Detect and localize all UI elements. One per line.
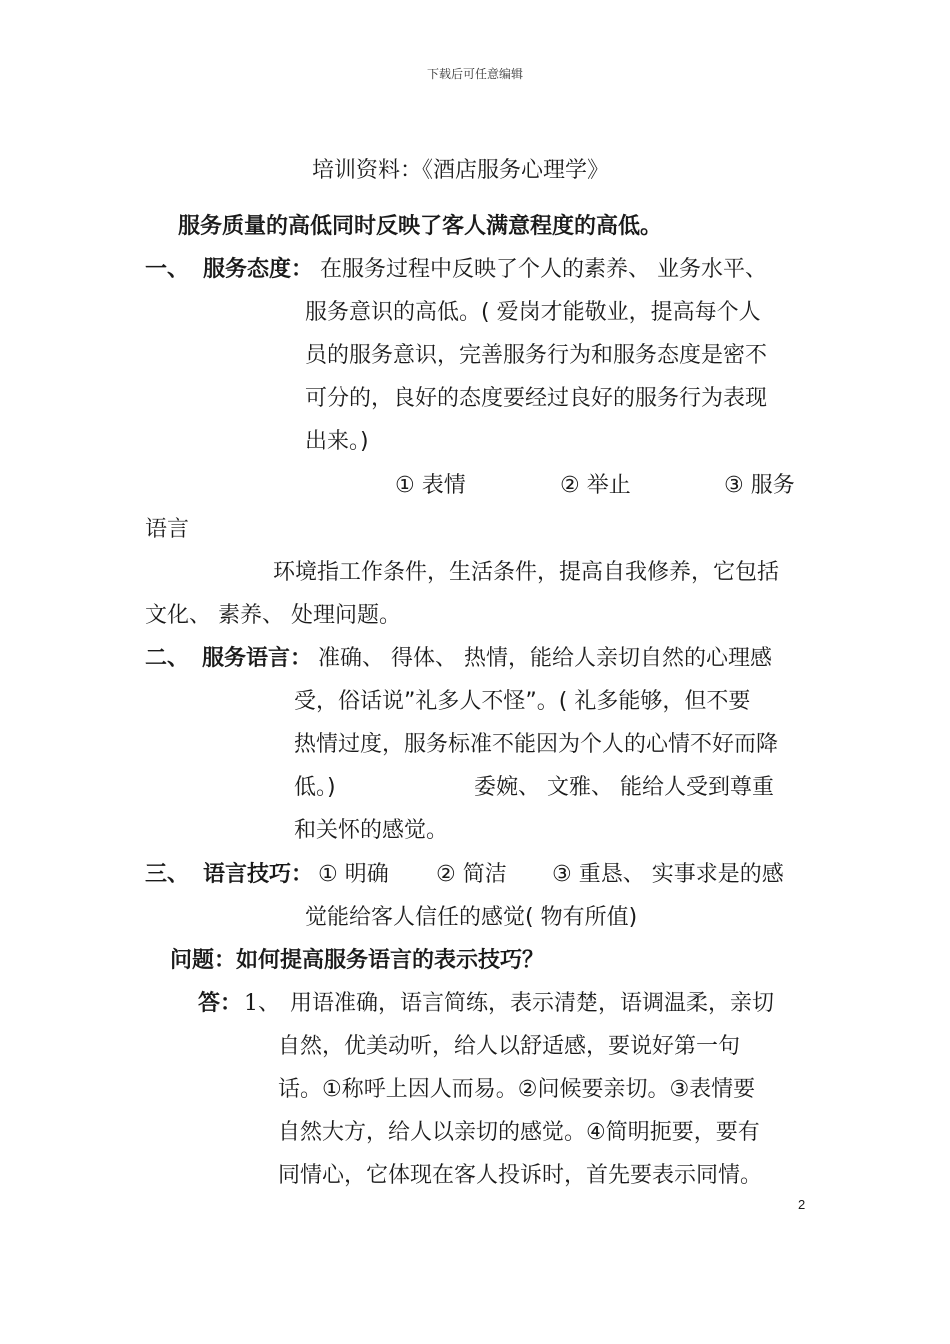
section-2-number: 二、 xyxy=(145,646,190,671)
section-2-line-1: 准确、 得体、 热情，能给人亲切自然的心理感 xyxy=(318,646,772,671)
answer-line-2: 自然，优美动听，给人以舒适感，要说好第一句 xyxy=(278,1034,741,1059)
section-1-environment-line-2: 文化、 素养、 处理问题。 xyxy=(145,603,401,628)
page-header: 下载后可任意编辑 xyxy=(426,67,523,81)
section-1-line-4: 可分的，良好的态度要经过良好的服务行为表现 xyxy=(305,386,768,411)
section-1-item-3: ③ 服务 xyxy=(724,473,795,498)
answer-label: 答： xyxy=(198,991,243,1016)
document-title: 培训资料：《酒店服务心理学》 xyxy=(312,158,610,183)
answer-line-3: 话。①称呼上因人而易。②问候要亲切。③表情要 xyxy=(278,1077,756,1102)
section-1-line-1: 在服务过程中反映了个人的素养、 业务水平、 xyxy=(320,257,767,282)
section-1-line-3: 员的服务意识，完善服务行为和服务态度是密不 xyxy=(305,343,768,368)
section-1-environment-line-1: 环境指工作条件，生活条件，提高自我修养，它包括 xyxy=(273,560,780,585)
intro-line: 服务质量的高低同时反映了客人满意程度的高低。 xyxy=(178,214,663,239)
section-2-line-4a: 低。) xyxy=(294,775,336,800)
answer-line-5: 同情心，它体现在客人投诉时，首先要表示同情。 xyxy=(278,1163,763,1188)
section-2-line-2: 受，俗话说”礼多人不怪”。( 礼多能够，但不要 xyxy=(294,689,751,714)
section-1-item-1: ① 表情 xyxy=(395,473,466,498)
section-3-continuation: 觉能给客人信任的感觉( 物有所值) xyxy=(305,905,638,930)
section-3-item-1: ① 明确 xyxy=(318,862,389,887)
section-3-number: 三、 xyxy=(145,862,190,887)
section-3-label: 语言技巧： xyxy=(203,862,314,887)
section-2-line-4b: 委婉、 文雅、 能给人受到尊重 xyxy=(474,775,774,800)
section-3-item-3: ③ 重恳、 实事求是的感 xyxy=(552,862,784,887)
section-1-item-continuation: 语言 xyxy=(145,517,190,542)
section-1-item-2: ② 举止 xyxy=(560,473,631,498)
section-1-label: 服务态度： xyxy=(203,257,314,282)
section-2-label: 服务语言： xyxy=(202,646,313,671)
section-2-line-3: 热情过度，服务标准不能因为个人的心情不好而降 xyxy=(294,732,779,757)
section-1-line-5: 出来。) xyxy=(305,429,369,454)
answer-line-1: 用语准确，语言简练，表示清楚，语调温柔，亲切 xyxy=(290,991,775,1016)
page-number: 2 xyxy=(798,1197,806,1212)
answer-number: 1、 xyxy=(244,991,280,1016)
section-1-number: 一、 xyxy=(145,257,190,282)
section-1-line-2: 服务意识的高低。( 爱岗才能敬业，提高每个人 xyxy=(305,300,761,325)
section-2-line-5: 和关怀的感觉。 xyxy=(294,818,449,843)
question-line: 问题：如何提高服务语言的表示技巧？ xyxy=(170,948,545,973)
section-3-item-2: ② 简洁 xyxy=(436,862,507,887)
answer-line-4: 自然大方，给人以亲切的感觉。④简明扼要，要有 xyxy=(278,1120,760,1145)
